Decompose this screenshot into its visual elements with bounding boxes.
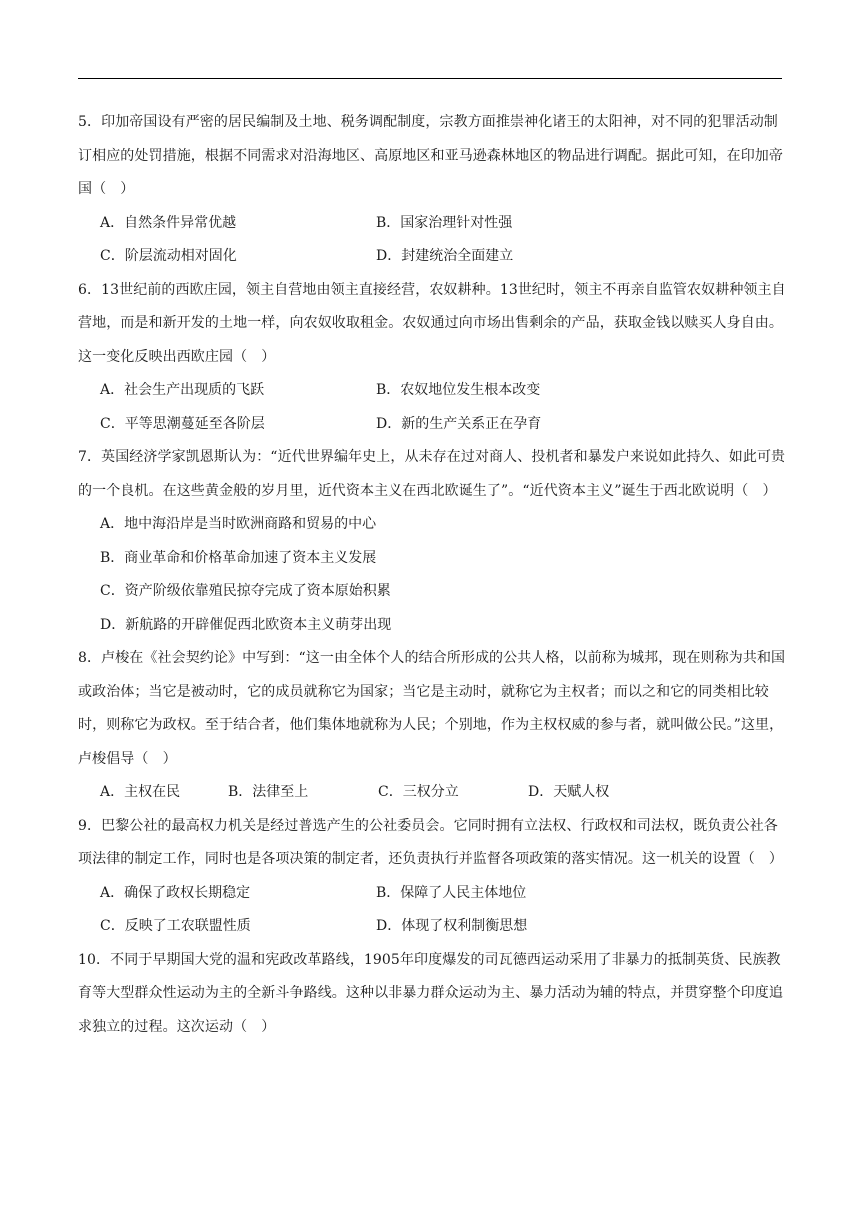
option-d[interactable]: D．天赋人权 (528, 784, 610, 800)
option-a[interactable]: A．社会生产出现质的飞跃 (100, 382, 265, 398)
question-stem: 5．印加帝国设有严密的居民编制及土地、税务调配制度，宗教方面推崇神化诸王的太阳神，对不同的犯罪活动制订相应的处罚措施，根据不同需求对沿海地区、高原地区和亚马逊森林地区的物品进行调配。据此可知，在印加帝国（ ） (78, 114, 783, 197)
options (78, 877, 790, 944)
option-d[interactable]: D．体现了权利制衡思想 (376, 918, 528, 934)
option-d[interactable]: D．封建统治全面建立 (376, 248, 514, 264)
options (78, 207, 790, 274)
option-b[interactable]: B．保障了人民主体地位 (376, 884, 527, 901)
question-8 (78, 642, 790, 810)
question-7 (78, 441, 790, 642)
option-b[interactable]: B．法律至上 (228, 784, 309, 800)
options (78, 776, 790, 810)
option-a[interactable]: A．确保了政权长期稳定 (100, 884, 251, 901)
options (78, 374, 790, 441)
question-stem: 6．13世纪前的西欧庄园，领主自营地由领主直接经营，农奴耕种。13世纪时，领主不再亲自监管农奴耕种领主自营地，而是和新开发的土地一样，向农奴收取租金。农奴通过向市场出售剩余的产品，获取金钱以赎买人身自由。这一变化反映出西欧庄园（ ） (78, 281, 786, 365)
option-b[interactable]: B．商业革命和价格革命加速了资本主义发展 (100, 549, 377, 566)
question-stem: 10．不同于早期国大党的温和宪政改革路线，1905年印度爆发的司瓦德西运动采用了非暴力的抵制英货、民族教育等大型群众性运动为主的全新斗争路线。这种以非暴力群众运动为主、暴力活动为辅的特点，并贯穿整个印度追求独立的过程。这次运动（ ） (78, 951, 783, 1035)
question-stem: 9．巴黎公社的最高权力机关是经过普选产生的公社委员会。它同时拥有立法权、行政权和司法权，既负责公社各项法律的制定工作，同时也是各项决策的制定者，还负责执行并监督各项政策的落实情况。这一机关的设置（ ） (78, 817, 783, 867)
question-10 (78, 944, 790, 1045)
option-b[interactable]: B．农奴地位发生根本改变 (376, 382, 541, 398)
option-a[interactable]: A．主权在民 (100, 784, 181, 800)
option-a[interactable]: A．自然条件异常优越 (100, 214, 237, 231)
option-c[interactable]: C．三权分立 (378, 784, 459, 800)
options (78, 508, 790, 642)
header-rule (78, 78, 782, 79)
question-list (78, 106, 790, 1044)
option-c[interactable]: C．平等思潮蔓延至各阶层 (100, 415, 265, 432)
question-stem: 8．卢梭在《社会契约论》中写到：“这一由全体个人的结合所形成的公共人格，以前称为城邦，现在则称为共和国或政治体；当它是被动时，它的成员就称它为国家；当它是主动时，就称它为主权者；而以之和它的同类相比较时，则称它为政权。至于结合者，他们集体地就称为人民；个别地，作为主权权威的参与者，就叫做公民。”这里，卢梭倡导（ ） (78, 650, 786, 767)
option-d[interactable]: D．新航路的开辟催促西北欧资本主义萌芽出现 (100, 616, 392, 633)
question-9 (78, 810, 790, 944)
option-a[interactable]: A．地中海沿岸是当时欧洲商路和贸易的中心 (100, 516, 377, 532)
option-d[interactable]: D．新的生产关系正在孕育 (376, 415, 542, 432)
question-6 (78, 274, 790, 442)
option-c[interactable]: C．阶层流动相对固化 (100, 248, 237, 264)
question-5 (78, 106, 790, 274)
question-stem: 7．英国经济学家凯恩斯认为：“近代世界编年史上，从未存在过对商人、投机者和暴发户来说如此持久、如此可贵的一个良机。在这些黄金般的岁月里，近代资本主义在西北欧诞生了”。“近代资本主义”诞生于西北欧说明（ ） (78, 449, 786, 499)
option-b[interactable]: B．国家治理针对性强 (376, 214, 513, 231)
option-c[interactable]: C．资产阶级依靠殖民掠夺完成了资本原始积累 (100, 583, 391, 599)
option-c[interactable]: C．反映了工农联盟性质 (100, 918, 251, 934)
